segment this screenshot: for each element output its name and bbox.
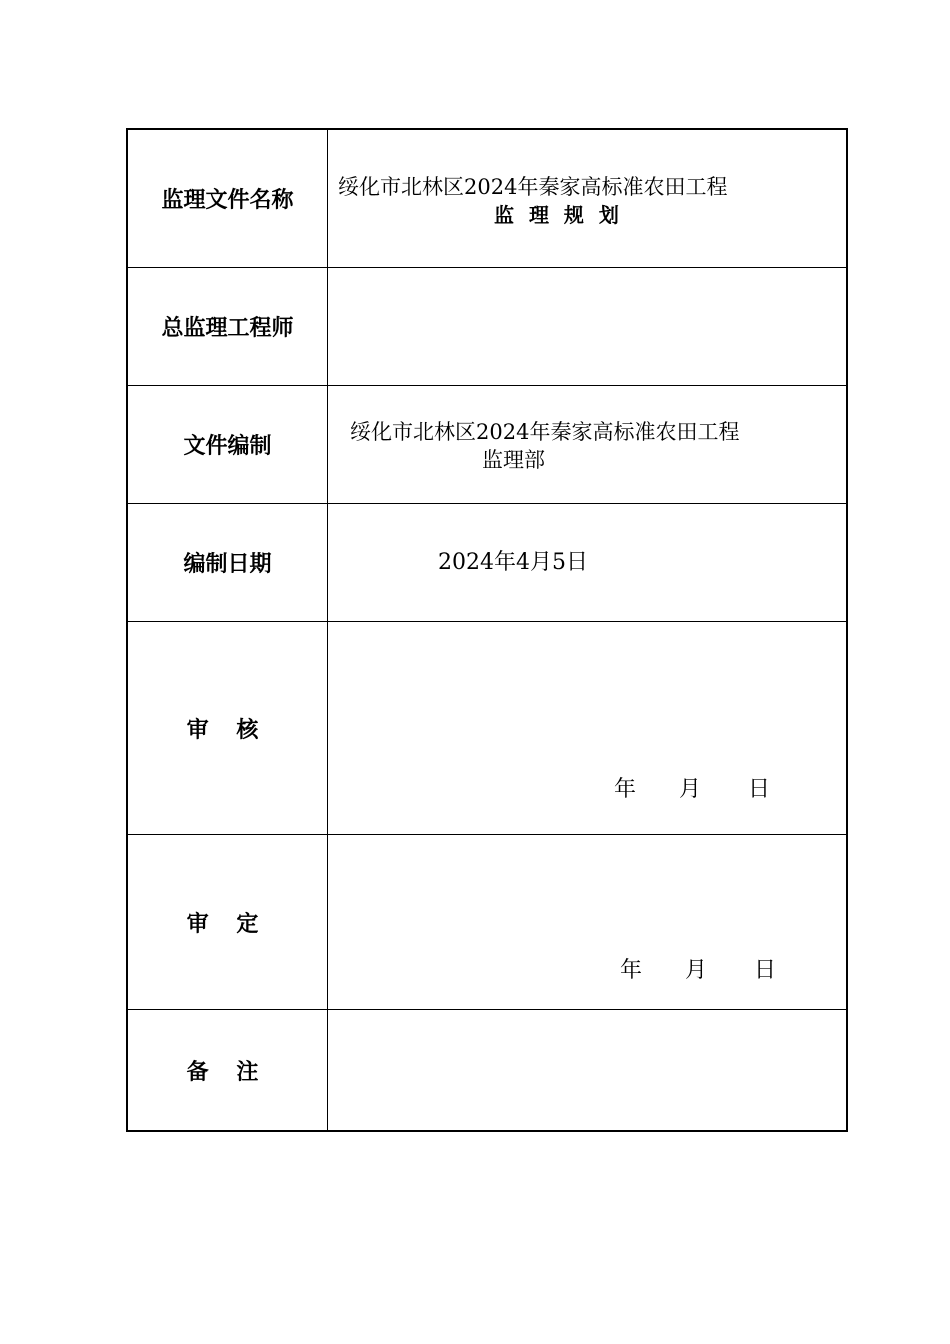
row-compiler — [128, 386, 846, 504]
compile-date-value: 2024年4月5日 — [438, 550, 588, 575]
approve-date-blanks — [620, 953, 776, 984]
value-review[interactable] — [328, 622, 846, 834]
label-review: 审 核 — [128, 622, 328, 834]
value-chief-engineer[interactable] — [328, 268, 846, 385]
review-day: 日 — [748, 777, 771, 802]
approve-day: 日 — [754, 958, 777, 983]
row-compile-date — [128, 504, 846, 622]
document-name-title: 监 理 规 划 — [494, 203, 623, 227]
row-approve — [128, 835, 846, 1010]
value-document-name — [328, 130, 846, 267]
label-compile-date: 编制日期 — [128, 504, 328, 621]
review-month: 月 — [679, 777, 702, 802]
compiler-line1: 绥化市北林区2024年秦家高标准农田工程 — [350, 420, 740, 444]
approve-month: 月 — [685, 958, 708, 983]
label-approve: 审 定 — [128, 835, 328, 1009]
label-compiler: 文件编制 — [128, 386, 328, 503]
value-compile-date — [328, 504, 846, 621]
compiler-line2: 监理部 — [482, 448, 545, 472]
label-chief-engineer: 总监理工程师 — [128, 268, 328, 385]
value-remarks[interactable] — [328, 1010, 846, 1130]
supervision-document-form — [126, 128, 848, 1132]
label-document-name: 监理文件名称 — [128, 130, 328, 267]
value-compiler — [328, 386, 846, 503]
row-chief-engineer — [128, 268, 846, 386]
label-remarks: 备 注 — [128, 1010, 328, 1130]
row-review — [128, 622, 846, 835]
row-remarks — [128, 1010, 846, 1130]
review-date-blanks — [614, 772, 770, 803]
row-document-name — [128, 130, 846, 268]
approve-year: 年 — [620, 958, 643, 983]
value-approve[interactable] — [328, 835, 846, 1009]
document-name-line1: 绥化市北林区2024年秦家高标准农田工程 — [338, 175, 728, 199]
review-year: 年 — [614, 777, 637, 802]
